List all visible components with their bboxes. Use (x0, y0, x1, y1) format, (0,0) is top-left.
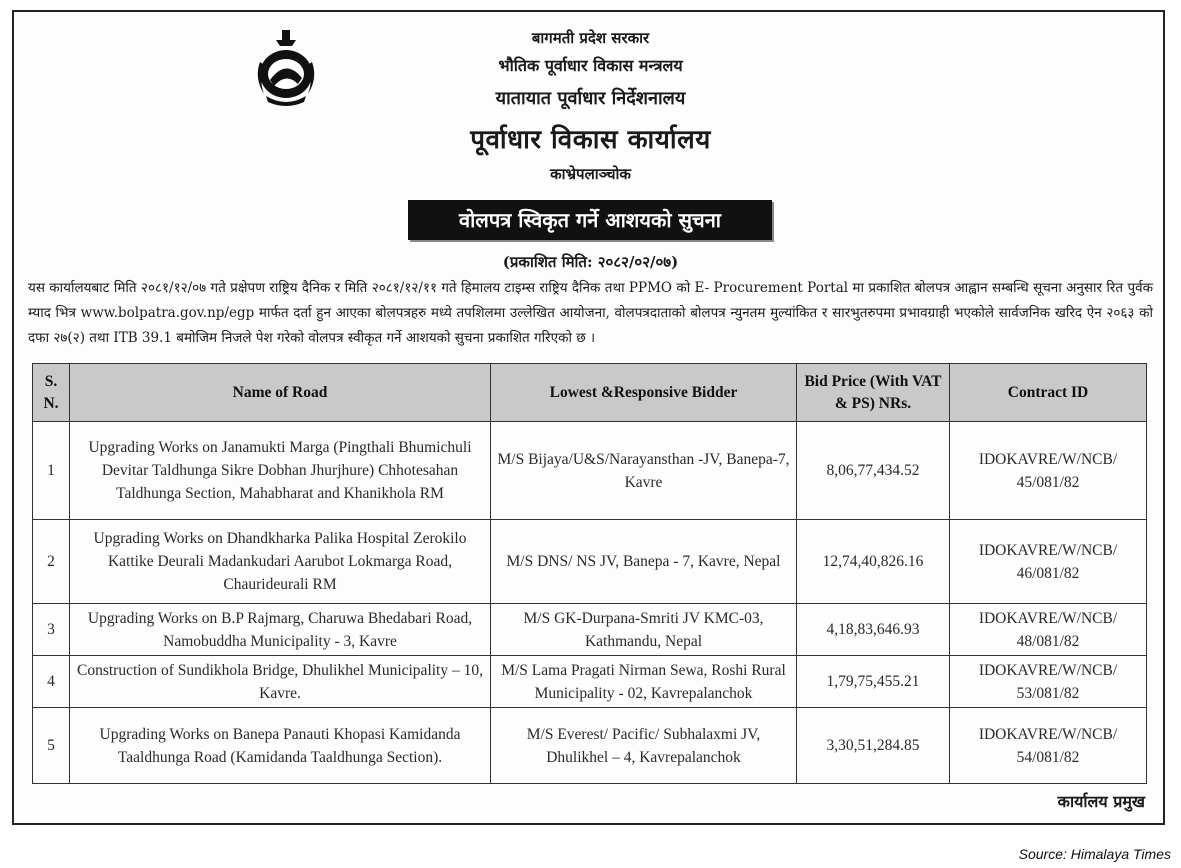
cell-sn: 4 (33, 656, 70, 708)
table-row (33, 520, 1147, 604)
cell-road: Upgrading Works on Janamukti Marga (Pingthali Bhumichuli Devitar Taldhunga Sikre Dobhan Jhurjhure) Chhotesahan Taldhunga Section, Mahabharat and Khanikhola RM (70, 422, 491, 520)
publish-date: (प्रकाशित मिति: २०८२/०२/०७) (502, 253, 679, 271)
table-row (33, 708, 1147, 784)
cell-contract: IDOKAVRE/W/NCB/ 48/081/82 (950, 604, 1147, 656)
col-header-sn: S. N. (33, 364, 70, 422)
cell-price: 3,30,51,284.85 (797, 708, 950, 784)
bid-table (32, 363, 1147, 784)
cell-price: 8,06,77,434.52 (797, 422, 950, 520)
directorate-name: यातायात पूर्वाधार निर्देशनालय (495, 88, 686, 109)
cell-sn: 2 (33, 520, 70, 604)
col-header-road: Name of Road (70, 364, 491, 422)
col-header-bidder: Lowest &Responsive Bidder (491, 364, 797, 422)
cell-bidder: M/S Bijaya/U&S/Narayansthan -JV, Banepa-7, Kavre (491, 422, 797, 520)
province-government: बागमती प्रदेश सरकार (531, 29, 650, 47)
office-name: पूर्वाधार विकास कार्यालय (470, 125, 711, 155)
cell-contract: IDOKAVRE/W/NCB/ 46/081/82 (950, 520, 1147, 604)
cell-bidder: M/S DNS/ NS JV, Banepa - 7, Kavre, Nepal (491, 520, 797, 604)
cell-sn: 3 (33, 604, 70, 656)
ministry-name: भौतिक पूर्वाधार विकास मन्त्रलय (498, 56, 683, 75)
cell-road: Upgrading Works on Dhandkharka Palika Hospital Zerokilo Kattike Deurali Madankudari Aarubot Lokmarga Road, Chaurideurali RM (70, 520, 491, 604)
cell-bidder: M/S Everest/ Pacific/ Subhalaxmi JV, Dhulikhel – 4, Kavrepalanchok (491, 708, 797, 784)
table-header-row (33, 364, 1147, 422)
cell-price: 4,18,83,646.93 (797, 604, 950, 656)
cell-price: 1,79,75,455.21 (797, 656, 950, 708)
cell-contract: IDOKAVRE/W/NCB/ 53/081/82 (950, 656, 1147, 708)
cell-bidder: M/S Lama Pragati Nirman Sewa, Roshi Rural Municipality - 02, Kavrepalanchok (491, 656, 797, 708)
cell-bidder: M/S GK-Durpana-Smriti JV KMC-03, Kathmandu, Nepal (491, 604, 797, 656)
cell-road: Construction of Sundikhola Bridge, Dhulikhel Municipality – 10, Kavre. (70, 656, 491, 708)
cell-road: Upgrading Works on B.P Rajmarg, Charuwa Bhedabari Road, Namobuddha Municipality - 3, Kavre (70, 604, 491, 656)
cell-contract: IDOKAVRE/W/NCB/ 45/081/82 (950, 422, 1147, 520)
intro-paragraph: यस कार्यालयबाट मिति २०८१/१२/०७ गते प्रक्षेपण राष्ट्रिय दैनिक र मिति २०८१/१२/११ गते हिमालय टाइम्स राष्ट्रिय दैनिक तथा PPMO को E- Procurement Portal मा प्रकाशित बोलपत्र आह्वान सम्बन्धि सूचना अनुसार रित पुर्वक म्याद भित्र www.bolpatra.gov.np/egp मार्फत दर्ता हुन आएका बोलपत्रहरु मध्ये तपशिलमा उल्लेखित आयोजना, वोलपत्रदाताको बोलपत्र न्युनतम मुल्यांकित र सारभुतरुपमा प्रभावग्राही भएकोले सार्वजनिक खरिद ऐन २०६३ को दफा २७(२) तथा ITB 39.1 बमोजिम निजले पेश गरेको वोलपत्र स्वीकृत गर्ने आशयको सुचना प्रकाशित गरिएको छ । (28, 280, 1153, 346)
signature-office-chief: कार्यालय प्रमुख (1057, 792, 1145, 811)
cell-sn: 1 (33, 422, 70, 520)
source-credit: Source: Himalaya Times (1018, 846, 1171, 862)
cell-contract: IDOKAVRE/W/NCB/ 54/081/82 (950, 708, 1147, 784)
office-location: काभ्रेपलाञ्चोक (550, 165, 631, 183)
table-row (33, 604, 1147, 656)
table-row (33, 656, 1147, 708)
col-header-price: Bid Price (With VAT & PS) NRs. (797, 364, 950, 422)
col-header-contract: Contract ID (950, 364, 1147, 422)
cell-sn: 5 (33, 708, 70, 784)
cell-road: Upgrading Works on Banepa Panauti Khopasi Kamidanda Taaldhunga Road (Kamidanda Taaldhunga Section). (70, 708, 491, 784)
notice-title: वोलपत्र स्विकृत गर्ने आशयको सुचना (408, 200, 772, 240)
table-row (33, 422, 1147, 520)
cell-price: 12,74,40,826.16 (797, 520, 950, 604)
